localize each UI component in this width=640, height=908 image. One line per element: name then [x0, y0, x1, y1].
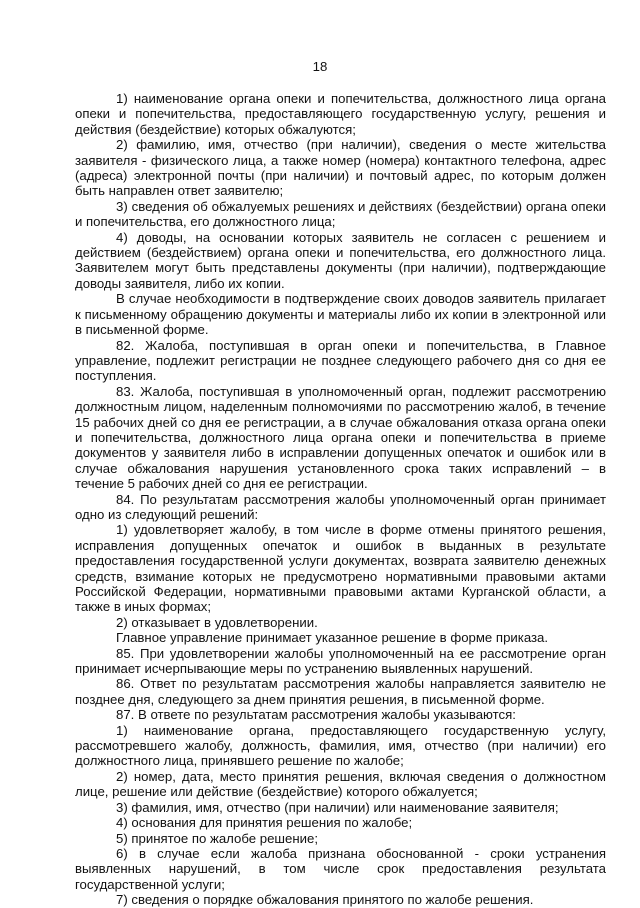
paragraph: 2) отказывает в удовлетворении. — [116, 614, 318, 630]
paragraph: В случае необходимости в подтверждение своих доводов заявитель прилагает к письменному обращению документы и материалы либо их копии в электронной или в письменной форме. — [75, 291, 606, 338]
paragraph: 86. Ответ по результатам рассмотрения жалобы направляется заявителю не позднее дня, следующего за днем принятия решения, в письменной форме. — [75, 676, 606, 707]
paragraph: 1) удовлетворяет жалобу, в том числе в форме отмены принятого решения, исправления допущенных опечаток и ошибок в выданных в результате предоставления государственной услуги документах, возврата заявителю денежных средств, взимание которых не предусмотрено нормативными правовыми актами Российской Федерации, нормативными правовыми актами Курганской области, а также в иных формах; — [75, 522, 606, 615]
paragraph: 3) фамилия, имя, отчество (при наличии) или наименование заявителя; — [116, 799, 559, 815]
paragraph: 83. Жалоба, поступившая в уполномоченный орган, подлежит рассмотрению должностным лицом, наделенным полномочиями по рассмотрению жалоб, в течение 15 рабочих дней со дня ее регистрации, а в случае обжалования отказа органа опеки и попечительства, должностного лица органа опеки и попечительства в приеме документов у заявителя либо в исправлении допущенных опечаток и ошибок или в случае обжалования нарушения установленного срока таких исправлений – в течение 5 рабочих дней со дня ее регистрации. — [75, 383, 606, 492]
paragraph: 4) доводы, на основании которых заявитель не согласен с решением и действием (бездействием) органа опеки и попечительства, его должностного лица. Заявителем могут быть представлены документы (при наличии), подтверждающие доводы заявителя, либо их копии. — [75, 229, 606, 291]
paragraph: 4) основания для принятия решения по жалобе; — [116, 815, 413, 831]
paragraph: 6) в случае если жалоба признана обоснованной - сроки устранения выявленных нарушений, в том числе срок предоставления результата государственной услуги; — [75, 845, 606, 892]
paragraph: Главное управление принимает указанное решение в форме приказа. — [116, 630, 549, 646]
paragraph: 5) принятое по жалобе решение; — [116, 830, 318, 846]
paragraph: 7) сведения о порядке обжалования принятого по жалобе решения. — [116, 892, 534, 908]
paragraph: 3) сведения об обжалуемых решениях и действиях (бездействии) органа опеки и попечительства, его должностного лица; — [75, 198, 606, 230]
paragraph: 1) наименование органа опеки и попечительства, должностного лица органа опеки и попечительства, предоставляющего государственную услугу, решения и действия (бездействие) которых обжалуются; — [75, 91, 606, 137]
paragraph: 84. По результатам рассмотрения жалобы уполномоченный орган принимает одно из следующий решений: — [75, 491, 606, 522]
page-number: 18 — [312, 59, 328, 74]
paragraph: 82. Жалоба, поступившая в орган опеки и попечительства, в Главное управление, подлежит регистрации не позднее следующего рабочего дня со дня ее поступления. — [75, 337, 606, 384]
paragraph: 2) номер, дата, место принятия решения, включая сведения о должностном лице, решение или действие (бездействие) которого обжалуется; — [75, 768, 606, 800]
paragraph: 1) наименование органа, предоставляющего государственную услугу, рассмотревшего жалобу, должность, фамилия, имя, отчество (при наличии) его должностного лица, принявшего решение по жалобе; — [75, 722, 606, 769]
paragraph: 2) фамилию, имя, отчество (при наличии), сведения о месте жительства заявителя - физического лица, а также номер (номера) контактного телефона, адрес (адреса) электронной почты (при наличии) и почтовый адрес, по которым должен быть направлен ответ заявителю; — [75, 137, 606, 199]
paragraph: 87. В ответе по результатам рассмотрения жалобы указываются: — [116, 707, 516, 723]
document-body — [75, 91, 606, 908]
paragraph: 85. При удовлетворении жалобы уполномоченный на ее рассмотрение орган принимает исчерпывающие меры по устранению выявленных нарушений. — [75, 645, 606, 677]
